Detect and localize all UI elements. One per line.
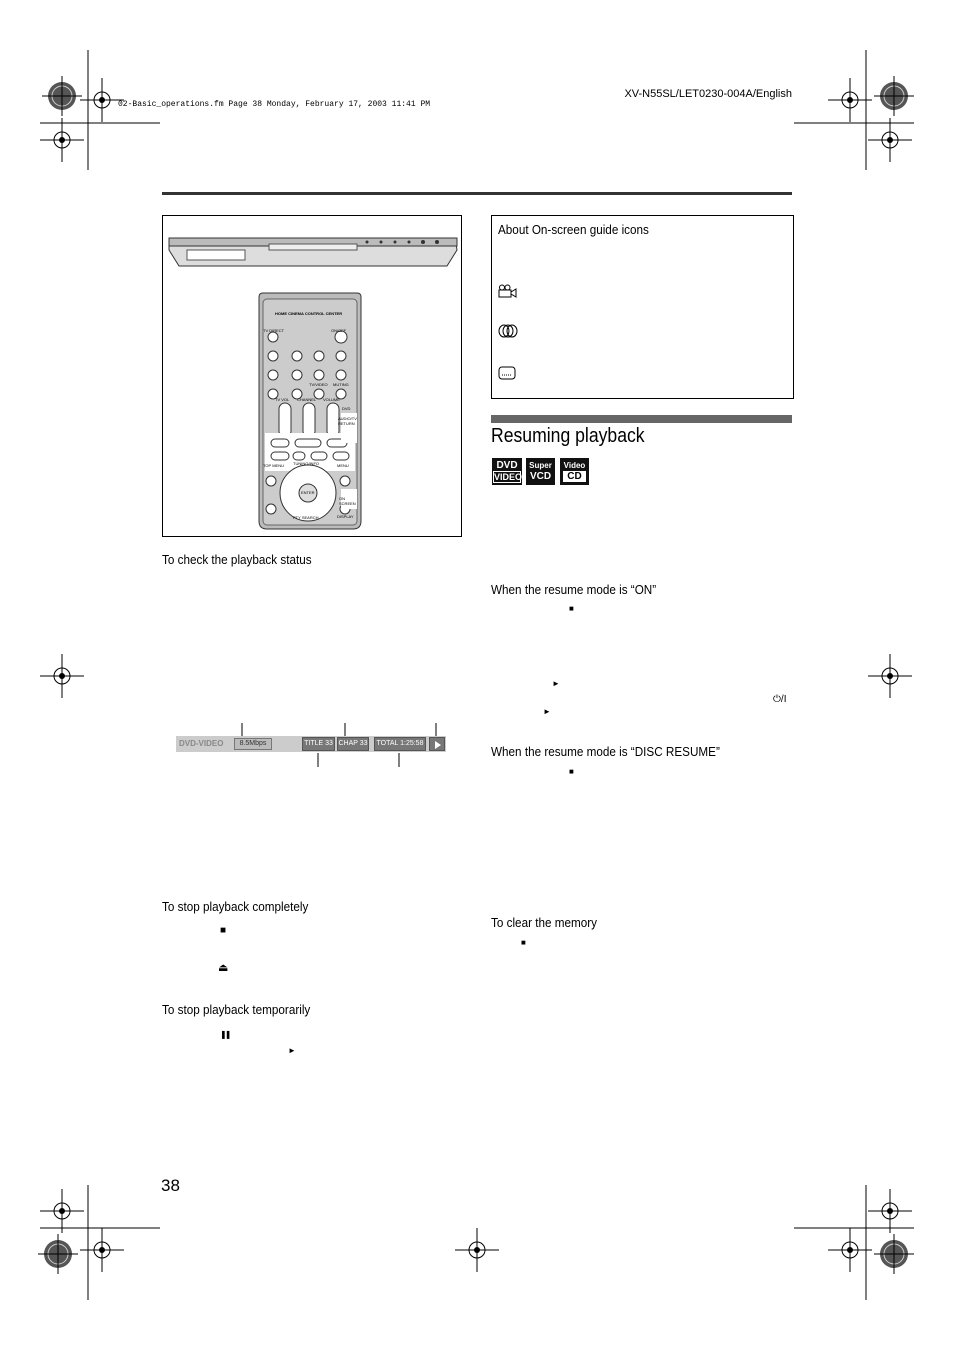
pause-icon: ❚❚ (220, 1030, 230, 1039)
heading-resume-disc: When the resume mode is “DISC RESUME” (491, 744, 720, 759)
status-bitrate: 8.5Mbps (234, 738, 272, 750)
power-icon: ⏻/I (773, 694, 787, 705)
model-code: XV-N55SL/LET0230-004A/English (624, 88, 792, 100)
video-cd-badge (560, 458, 589, 485)
onscreen-guide-icons-box (491, 215, 794, 399)
dvd-video-badge-top: DVD (496, 460, 518, 471)
remote-muting-label: MUTING (333, 382, 349, 387)
remote-dvd-side-label: DVD (342, 406, 351, 411)
remote-tv-direct-label: TV DIRECT (263, 328, 285, 333)
page-number: 38 (161, 1176, 180, 1195)
super-vcd-badge-top: Super (529, 461, 552, 470)
status-format: DVD-VIDEO (179, 739, 224, 748)
heading-clear-memory: To clear the memory (491, 915, 597, 930)
remote-top-menu-label: TOP MENU (263, 463, 284, 468)
player-remote-figure (162, 215, 462, 537)
audio-language-icon (498, 324, 520, 338)
dvd-player-illustration (163, 234, 461, 294)
remote-on-screen-label: ON SCREEN (339, 496, 356, 506)
remote-display-label: DISPLAY (337, 514, 354, 519)
file-info-line: 02-Basic_operations.fm Page 38 Monday, February 17, 2003 11:41 PM (118, 100, 431, 109)
subtitle-icon (498, 366, 518, 380)
video-cd-badge-top: Video (563, 461, 586, 470)
remote-tv-vol-label: TV VOL (275, 397, 290, 402)
eject-icon: ⏏ (218, 962, 229, 974)
remote-control-illustration (163, 291, 463, 541)
remote-on-off-label: ON/OFF (331, 328, 347, 333)
status-chapter: CHAP 33 (337, 737, 369, 751)
super-vcd-badge (526, 458, 555, 485)
heading-check-status: To check the playback status (162, 552, 312, 567)
dvd-video-badge (492, 458, 522, 485)
play-icon: ► (543, 707, 551, 716)
play-icon: ► (288, 1046, 296, 1055)
super-vcd-badge-bottom: VCD (529, 471, 552, 482)
heading-onscreen-guide-icons: About On-screen guide icons (498, 222, 649, 237)
stop-icon: ■ (220, 925, 227, 936)
remote-brand-line: HOME CINEMA CONTROL CENTER (275, 311, 343, 316)
remote-volume-label: VOLUME (323, 397, 340, 402)
section-title-resuming-playback: Resuming playback (491, 425, 645, 447)
section-bar (491, 415, 792, 423)
stop-icon: ■ (569, 767, 574, 776)
stop-icon: ■ (521, 938, 526, 947)
status-bar (176, 736, 446, 752)
camera-angle-icon (498, 284, 518, 298)
stop-icon: ■ (569, 604, 574, 613)
status-total-time: TOTAL 1:25:58 (374, 737, 426, 751)
status-title: TITLE 33 (302, 737, 335, 751)
heading-resume-on: When the resume mode is “ON” (491, 582, 657, 597)
heading-stop-temporarily: To stop playback temporarily (162, 1002, 311, 1017)
remote-audio-side-label: AUDIO/TV RETURN (338, 416, 357, 426)
dvd-video-badge-bottom: VIDEO (494, 472, 523, 482)
remote-enter-label: ENTER (301, 490, 315, 495)
remote-pty-search-label: PTY SEARCH (293, 515, 319, 520)
heading-stop-completely: To stop playback completely (162, 899, 309, 914)
header-rule (162, 192, 792, 195)
play-icon: ► (552, 679, 560, 688)
video-cd-badge-bottom: CD (563, 471, 586, 482)
remote-tv-video-label: TV/VIDEO (309, 382, 328, 387)
remote-menu-label: MENU (337, 463, 349, 468)
status-play-indicator (429, 737, 445, 751)
play-icon (430, 739, 444, 751)
remote-tuning-label: TUNING/INFO (293, 461, 319, 466)
remote-channel-label: CHANNEL (297, 397, 317, 402)
